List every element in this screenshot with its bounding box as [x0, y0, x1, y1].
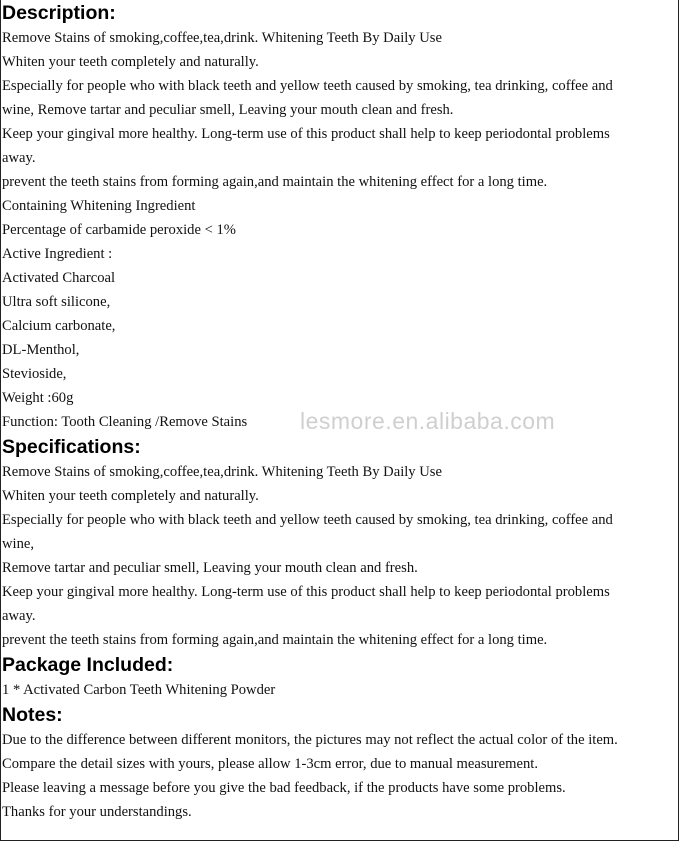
specifications-line: away. — [2, 608, 36, 624]
description-line: Activated Charcoal — [2, 270, 116, 286]
description-heading: Description: — [2, 2, 116, 24]
specifications-line: wine, — [2, 536, 35, 552]
watermark-text: lesmore.en.alibaba.com — [300, 408, 556, 434]
description-line: wine, Remove tartar and peculiar smell, Leaving your mouth clean and fresh. — [2, 102, 454, 118]
description-line: prevent the teeth stains from forming again,and maintain the whitening effect for a long time. — [2, 174, 548, 190]
notes-line: Due to the difference between different monitors, the pictures may not reflect the actual color of the item. — [2, 732, 618, 748]
notes-line: Please leaving a message before you give the bad feedback, if the products have some problems. — [2, 780, 566, 796]
specifications-line: Remove Stains of smoking,coffee,tea,drink. Whitening Teeth By Daily Use — [2, 464, 442, 480]
description-line: Active Ingredient : — [2, 246, 113, 262]
description-line: Calcium carbonate, — [2, 318, 116, 334]
description-line: Stevioside, — [2, 366, 67, 382]
description-line: Ultra soft silicone, — [2, 294, 111, 310]
notes-section — [2, 702, 678, 824]
description-line: Remove Stains of smoking,coffee,tea,drink. Whitening Teeth By Daily Use — [2, 30, 442, 46]
specifications-line: Keep your gingival more healthy. Long-term use of this product shall help to keep periodontal problems — [2, 584, 610, 600]
description-line: DL-Menthol, — [2, 342, 80, 358]
description-line: Function: Tooth Cleaning /Remove Stains — [2, 414, 248, 430]
description-line: Whiten your teeth completely and naturally. — [2, 54, 259, 70]
description-line: Keep your gingival more healthy. Long-term use of this product shall help to keep periodontal problems — [2, 126, 610, 142]
description-line: Weight :60g — [2, 390, 74, 406]
description-line: Percentage of carbamide peroxide < 1% — [2, 222, 236, 238]
package-heading: Package Included: — [2, 654, 174, 676]
specifications-line: Especially for people who with black teeth and yellow teeth caused by smoking, tea drinking, coffee and — [2, 512, 613, 528]
notes-heading: Notes: — [2, 704, 63, 726]
notes-line: Compare the detail sizes with yours, please allow 1-3cm error, due to manual measurement. — [2, 756, 538, 772]
description-section — [2, 0, 678, 434]
package-section — [2, 652, 678, 702]
notes-line: Thanks for your understandings. — [2, 804, 192, 820]
specifications-line: Remove tartar and peculiar smell, Leaving your mouth clean and fresh. — [2, 560, 418, 576]
specifications-line: prevent the teeth stains from forming again,and maintain the whitening effect for a long time. — [2, 632, 548, 648]
specifications-heading: Specifications: — [2, 436, 141, 458]
description-line: Containing Whitening Ingredient — [2, 198, 196, 214]
specifications-line: Whiten your teeth completely and naturally. — [2, 488, 259, 504]
description-line: away. — [2, 150, 36, 166]
package-line: 1 * Activated Carbon Teeth Whitening Powder — [2, 682, 276, 698]
product-description-document — [2, 0, 678, 824]
description-line: Especially for people who with black teeth and yellow teeth caused by smoking, tea drinking, coffee and — [2, 78, 613, 94]
specifications-section — [2, 434, 678, 652]
